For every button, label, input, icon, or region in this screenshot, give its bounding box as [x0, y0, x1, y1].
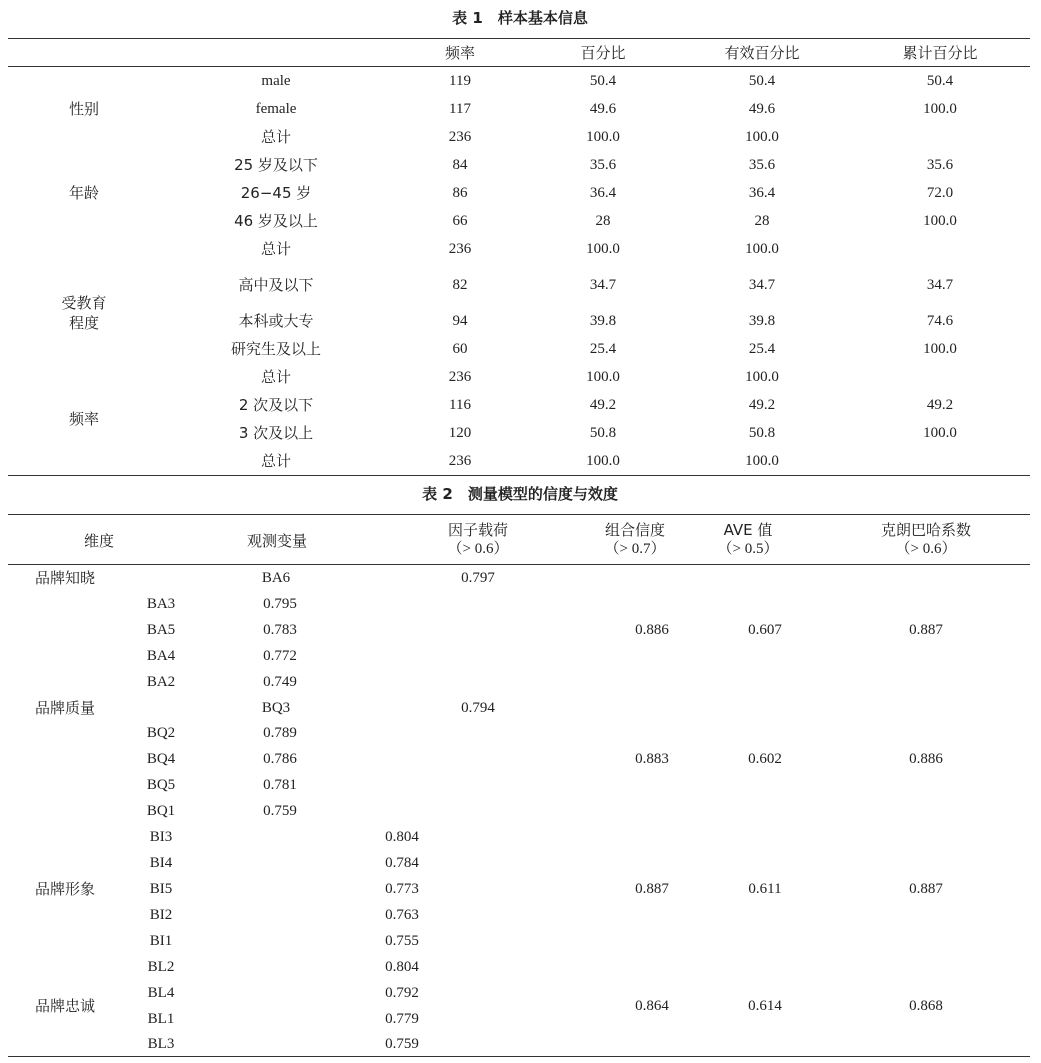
t1-row-category: 本科或大专 — [238, 312, 314, 330]
t1-row-valid: 39.8 — [748, 313, 776, 329]
t1-group-label-line: 受教育 — [61, 294, 107, 312]
t2-loading: 0.779 — [385, 1011, 419, 1027]
t2-ave: 0.607 — [748, 622, 782, 638]
table1-header-rule — [8, 66, 1030, 67]
t1-row-freq: 116 — [449, 397, 471, 413]
t1-row-pct: 100.0 — [586, 369, 620, 385]
t1-row-valid: 100.0 — [745, 241, 779, 257]
t2-loading: 0.759 — [263, 803, 297, 819]
table2-top-rule — [8, 514, 1030, 515]
t1-row-pct: 49.6 — [589, 101, 617, 117]
t1-row-category: female — [255, 101, 297, 117]
t1-header-cum-pct: 累计百分比 — [902, 44, 978, 62]
t1-row-freq: 236 — [448, 241, 472, 257]
t2-header-dimension: 维度 — [83, 532, 115, 550]
t1-row-valid: 25.4 — [748, 341, 776, 357]
t1-row-valid: 49.2 — [748, 397, 776, 413]
table1-top-rule — [8, 38, 1030, 39]
t2-loading: 0.781 — [263, 777, 297, 793]
t2-var: BL4 — [147, 985, 175, 1001]
t2-loading: 0.763 — [385, 907, 419, 923]
t1-header-valid-pct: 有效百分比 — [724, 44, 800, 62]
t1-row-freq: 66 — [452, 213, 468, 229]
t1-row-freq: 236 — [448, 453, 472, 469]
t2-loading: 0.795 — [263, 596, 297, 612]
t1-row-freq: 120 — [448, 425, 472, 441]
t1-row-freq: 236 — [448, 369, 472, 385]
t1-header-freq: 频率 — [444, 44, 476, 62]
table1-title: 表 1 样本基本信息 — [452, 9, 588, 27]
table2-bottom-rule — [8, 1056, 1030, 1057]
t1-row-cum: 100.0 — [923, 213, 957, 229]
t2-loading: 0.749 — [263, 674, 297, 690]
t1-row-freq: 82 — [452, 277, 468, 293]
t1-row-freq: 119 — [449, 73, 471, 89]
t1-row-category: male — [261, 73, 291, 89]
t2-var: BQ1 — [146, 803, 176, 819]
t1-row-category: 46 岁及以上 — [234, 212, 318, 230]
t2-header-cr: 组合信度 — [604, 521, 666, 539]
t2-var: BA4 — [146, 648, 176, 664]
t2-ave: 0.614 — [748, 998, 782, 1014]
t1-row-valid: 36.4 — [748, 185, 776, 201]
t2-loading: 0.759 — [385, 1036, 419, 1052]
t1-row-pct: 36.4 — [589, 185, 617, 201]
t2-var: BI4 — [149, 855, 173, 871]
t1-row-valid: 100.0 — [745, 453, 779, 469]
t2-cr: 0.886 — [635, 622, 669, 638]
t2-var: BI2 — [149, 907, 173, 923]
t1-row-pct: 100.0 — [586, 453, 620, 469]
t2-loading: 0.804 — [385, 829, 419, 845]
t1-row-category: 2 次及以下 — [238, 396, 314, 414]
t1-row-cum: 35.6 — [926, 157, 954, 173]
t1-row-valid: 50.8 — [748, 425, 776, 441]
t1-row-pct: 28 — [595, 213, 611, 229]
t2-header-ave: AVE 值 — [723, 521, 773, 539]
t1-group-label-line: 程度 — [68, 314, 100, 332]
t1-row-valid: 100.0 — [745, 369, 779, 385]
t1-row-pct: 100.0 — [586, 129, 620, 145]
t2-cr: 0.883 — [635, 751, 669, 767]
t2-cr: 0.887 — [635, 881, 669, 897]
t2-var: BQ5 — [146, 777, 176, 793]
t2-dimension-label: 品牌形象 — [34, 880, 96, 898]
t2-var: BA2 — [146, 674, 176, 690]
t2-loading: 0.792 — [385, 985, 419, 1001]
t1-row-cum: 100.0 — [923, 101, 957, 117]
t2-ave: 0.602 — [748, 751, 782, 767]
t1-row-valid: 100.0 — [745, 129, 779, 145]
t1-row-cum: 34.7 — [926, 277, 954, 293]
t1-row-cum: 72.0 — [926, 185, 954, 201]
t1-row-cum: 100.0 — [923, 341, 957, 357]
table1-bottom-rule — [8, 475, 1030, 476]
t2-var: BA6 — [261, 570, 291, 586]
t2-ave: 0.611 — [748, 881, 782, 897]
t2-loading: 0.786 — [263, 751, 297, 767]
t1-row-freq: 117 — [449, 101, 471, 117]
t2-alpha: 0.868 — [909, 998, 943, 1014]
t1-row-category: 25 岁及以下 — [234, 156, 318, 174]
t2-alpha: 0.886 — [909, 751, 943, 767]
t2-loading: 0.755 — [385, 933, 419, 949]
t1-row-freq: 236 — [448, 129, 472, 145]
t1-row-category: 3 次及以上 — [238, 424, 314, 442]
t1-row-pct: 50.8 — [589, 425, 617, 441]
t2-dimension-label: 品牌质量 — [34, 699, 96, 717]
t1-row-pct: 35.6 — [589, 157, 617, 173]
t1-row-category: 26−45 岁 — [240, 184, 312, 202]
t1-row-pct: 50.4 — [589, 73, 617, 89]
t1-row-pct: 49.2 — [589, 397, 617, 413]
t2-var: BA5 — [146, 622, 176, 638]
t2-dimension-label: 品牌忠诚 — [34, 997, 96, 1015]
t2-loading: 0.794 — [461, 700, 495, 716]
t1-row-valid: 50.4 — [748, 73, 776, 89]
t2-alpha: 0.887 — [909, 881, 943, 897]
t1-row-pct: 34.7 — [589, 277, 617, 293]
t1-group-label: 频率 — [68, 410, 100, 428]
t1-row-valid: 35.6 — [748, 157, 776, 173]
t2-header-cr-cond: （> 0.7） — [604, 541, 666, 557]
t2-loading: 0.784 — [385, 855, 419, 871]
t1-row-cum: 50.4 — [926, 73, 954, 89]
t2-var: BQ2 — [146, 725, 176, 741]
t1-header-pct: 百分比 — [580, 44, 626, 62]
t2-var: BA3 — [146, 596, 176, 612]
t2-var: BQ4 — [146, 751, 176, 767]
table2-header-rule — [8, 564, 1030, 565]
t2-header-alpha-cond: （> 0.6） — [895, 541, 957, 557]
t2-alpha: 0.887 — [909, 622, 943, 638]
t2-cr: 0.864 — [635, 998, 669, 1014]
t2-loading: 0.773 — [385, 881, 419, 897]
t1-row-pct: 100.0 — [586, 241, 620, 257]
t1-row-pct: 39.8 — [589, 313, 617, 329]
t1-row-freq: 60 — [452, 341, 468, 357]
t1-row-freq: 84 — [452, 157, 468, 173]
t2-header-loading-cond: （> 0.6） — [447, 541, 509, 557]
t2-var: BL3 — [147, 1036, 175, 1052]
t1-row-category: 高中及以下 — [238, 276, 314, 294]
t2-var: BL2 — [147, 959, 175, 975]
t2-header-loading: 因子载荷 — [447, 521, 509, 539]
t1-row-category: 研究生及以上 — [230, 340, 322, 358]
t2-dimension-label: 品牌知晓 — [34, 569, 96, 587]
t2-header-alpha: 克朗巴哈系数 — [880, 521, 972, 539]
t2-var: BI5 — [149, 881, 173, 897]
t2-var: BI1 — [149, 933, 173, 949]
t2-loading: 0.772 — [263, 648, 297, 664]
t1-row-valid: 28 — [754, 213, 770, 229]
t1-row-cum: 49.2 — [926, 397, 954, 413]
t1-row-category: 总计 — [260, 128, 292, 146]
t2-header-observed: 观测变量 — [246, 532, 308, 550]
t1-group-label: 年龄 — [68, 184, 100, 202]
t1-row-pct: 25.4 — [589, 341, 617, 357]
t1-row-category: 总计 — [260, 368, 292, 386]
t1-row-category: 总计 — [260, 240, 292, 258]
t1-row-cum: 100.0 — [923, 425, 957, 441]
t2-loading: 0.804 — [385, 959, 419, 975]
t2-loading: 0.789 — [263, 725, 297, 741]
t1-group-label: 性别 — [68, 100, 100, 118]
t2-var: BL1 — [147, 1011, 175, 1027]
t1-row-valid: 49.6 — [748, 101, 776, 117]
t1-row-cum: 74.6 — [926, 313, 954, 329]
t2-var: BQ3 — [261, 700, 291, 716]
t1-row-freq: 86 — [452, 185, 468, 201]
table2-title: 表 2 测量模型的信度与效度 — [422, 485, 618, 503]
t2-header-ave-cond: （> 0.5） — [717, 541, 779, 557]
t1-row-valid: 34.7 — [748, 277, 776, 293]
t2-loading: 0.783 — [263, 622, 297, 638]
t2-var: BI3 — [149, 829, 173, 845]
t1-row-category: 总计 — [260, 452, 292, 470]
t1-row-freq: 94 — [452, 313, 468, 329]
t2-loading: 0.797 — [461, 570, 495, 586]
